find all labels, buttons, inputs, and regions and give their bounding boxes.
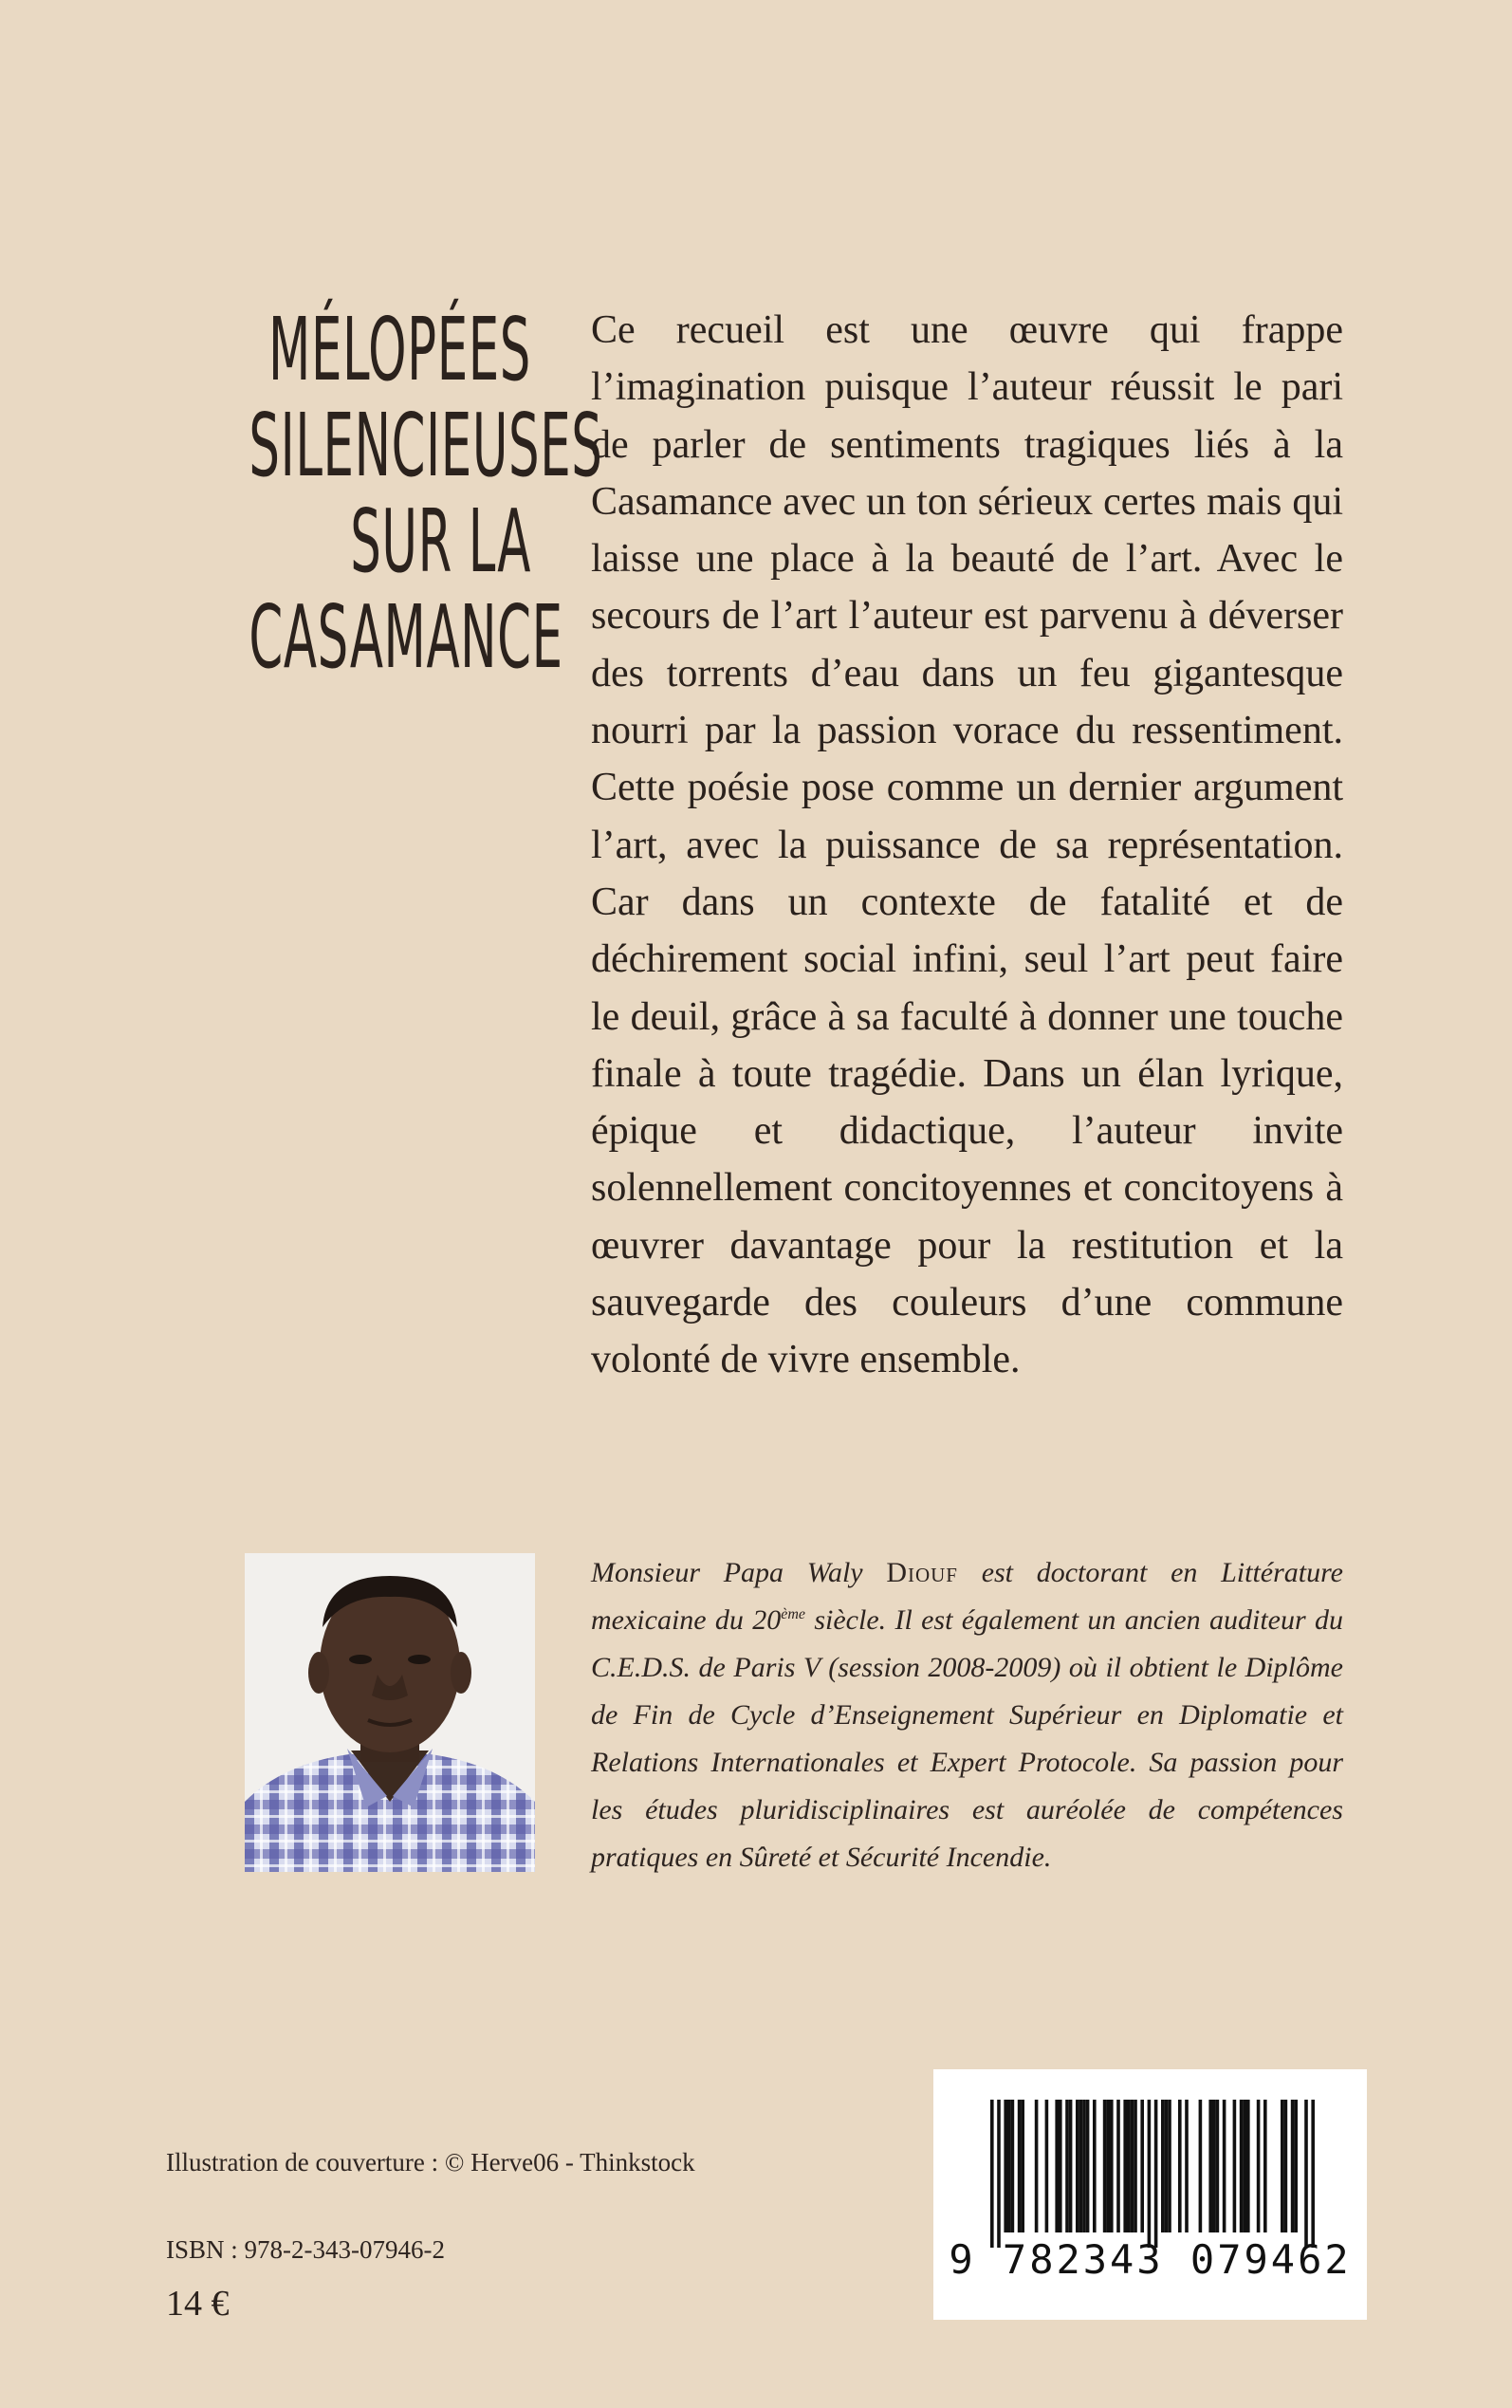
barcode-bar [1216, 2100, 1220, 2232]
barcode-bar [1055, 2100, 1059, 2232]
barcode-bar [1161, 2100, 1165, 2232]
barcode-bar [1004, 2100, 1007, 2232]
barcode-bar [1021, 2100, 1024, 2232]
barcode-bar [1291, 2100, 1295, 2232]
bio-mid: est doctorant en Littérature mexicaine du 20 [591, 1557, 1343, 1636]
barcode-bar [1311, 2100, 1315, 2248]
title-line-4: CASAMANCE [249, 586, 563, 688]
barcode-bar [1284, 2100, 1288, 2232]
barcode-bar [1059, 2100, 1062, 2232]
barcode-bar [1116, 2100, 1120, 2232]
barcode-bar [1240, 2100, 1244, 2232]
book-title [249, 299, 603, 688]
barcode-bar [1154, 2100, 1158, 2248]
bio-rest: siècle. Il est également un ancien auditeur du C.E.D.S. de Paris V (session 2008-2009) où il obtient le Diplôme de Fin de Cycle d’Enseignement Supérieur en Diplomatie et Relations Internationales et Expert Protocole. Sa passion pour les études pluridisciplinaires est auréolée de compétences pratiques en Sûreté et Sécurité Incendie. [591, 1604, 1343, 1873]
barcode-bar [1123, 2100, 1127, 2232]
barcode-bar [1263, 2100, 1267, 2232]
barcode-bar [1223, 2100, 1226, 2232]
barcode-bar [1208, 2100, 1212, 2232]
barcode-bar [997, 2100, 1001, 2248]
barcode-bar [1304, 2100, 1308, 2248]
title-line-1: MÉLOPÉES [268, 299, 531, 400]
barcode-bar [1093, 2100, 1097, 2232]
barcode-bar [1140, 2100, 1144, 2232]
barcode-bar [1281, 2100, 1284, 2232]
bio-prefix: Monsieur Papa Waly [591, 1557, 887, 1588]
barcode-bar [1086, 2100, 1090, 2232]
barcode-bar [1257, 2100, 1261, 2232]
title-line-2: SILENCIEUSES [249, 395, 603, 496]
barcode-bar [1045, 2100, 1049, 2232]
author-surname: Diouf [886, 1557, 958, 1588]
barcode-bar [1294, 2100, 1298, 2232]
book-blurb [591, 302, 1343, 1389]
barcode-bar [1106, 2100, 1110, 2232]
illustration-credit: Illustration de couverture : © Herve06 - Thinkstock [166, 2148, 695, 2176]
barcode-bar [1127, 2100, 1131, 2232]
barcode-bar [1168, 2100, 1171, 2232]
barcode-bar [990, 2100, 994, 2248]
barcode-bar [1082, 2100, 1086, 2232]
barcode-bar [1131, 2100, 1134, 2232]
barcode [933, 2069, 1367, 2320]
barcode-bar [1110, 2100, 1114, 2232]
price: 14 € [166, 2284, 230, 2324]
author-bio [591, 1549, 1343, 1881]
barcode-bar [1185, 2100, 1189, 2232]
barcode-bar [1011, 2100, 1015, 2232]
bio-superscript: ème [781, 1606, 806, 1622]
barcode-bar [1076, 2100, 1079, 2232]
blurb-text: Ce recueil est une œuvre qui frappe l’imagination puisque l’auteur réussit le pari de parler de sentiments tragiques liés à la Casamance avec un ton sérieux certes mais qui laisse une place à la beauté de l’art. Avec le secours de l’art l’auteur est parvenu à déverser des torrents d’eau dans un feu gigantesque nourri par la passion vorace du ressentiment. Cette poésie pose comme un dernier argument l’art, avec la puissance de sa représentation. Car dans un contexte de fatalité et de déchirement social infini, seul l’art peut faire le deuil, grâce à sa faculté à donner une touche finale à toute tragédie. Dans un élan lyrique, épique et didactique, l’auteur invite solennellement concitoyennes et concitoyens à œuvrer davantage pour la restitution et la sauvegarde des couleurs d’une commune volonté de vivre ensemble. [591, 308, 1343, 1382]
barcode-digits: 9 782343 079462 [949, 2236, 1352, 2283]
barcode-bar [1069, 2100, 1073, 2232]
barcode-bar [1079, 2100, 1083, 2232]
barcode-bar [1065, 2100, 1069, 2232]
barcode-bar [1165, 2100, 1169, 2232]
barcode-bar [1199, 2100, 1203, 2232]
author-portrait-image [245, 1553, 535, 1872]
barcode-bar [1018, 2100, 1022, 2232]
barcode-bar [1246, 2100, 1250, 2232]
title-line-3: SUR LA [350, 491, 531, 592]
author-photo [245, 1553, 535, 1872]
barcode-bar [1212, 2100, 1216, 2232]
barcode-bar [1007, 2100, 1011, 2232]
barcode-bar [1103, 2100, 1107, 2232]
barcode-bar [1243, 2100, 1246, 2232]
isbn: ISBN : 978-2-343-07946-2 [166, 2235, 445, 2264]
barcode-bar [1035, 2100, 1039, 2232]
barcode-bar [1178, 2100, 1182, 2232]
barcode-bar [1134, 2100, 1137, 2232]
barcode-bar [1233, 2100, 1237, 2232]
barcode-bar [1148, 2100, 1152, 2248]
